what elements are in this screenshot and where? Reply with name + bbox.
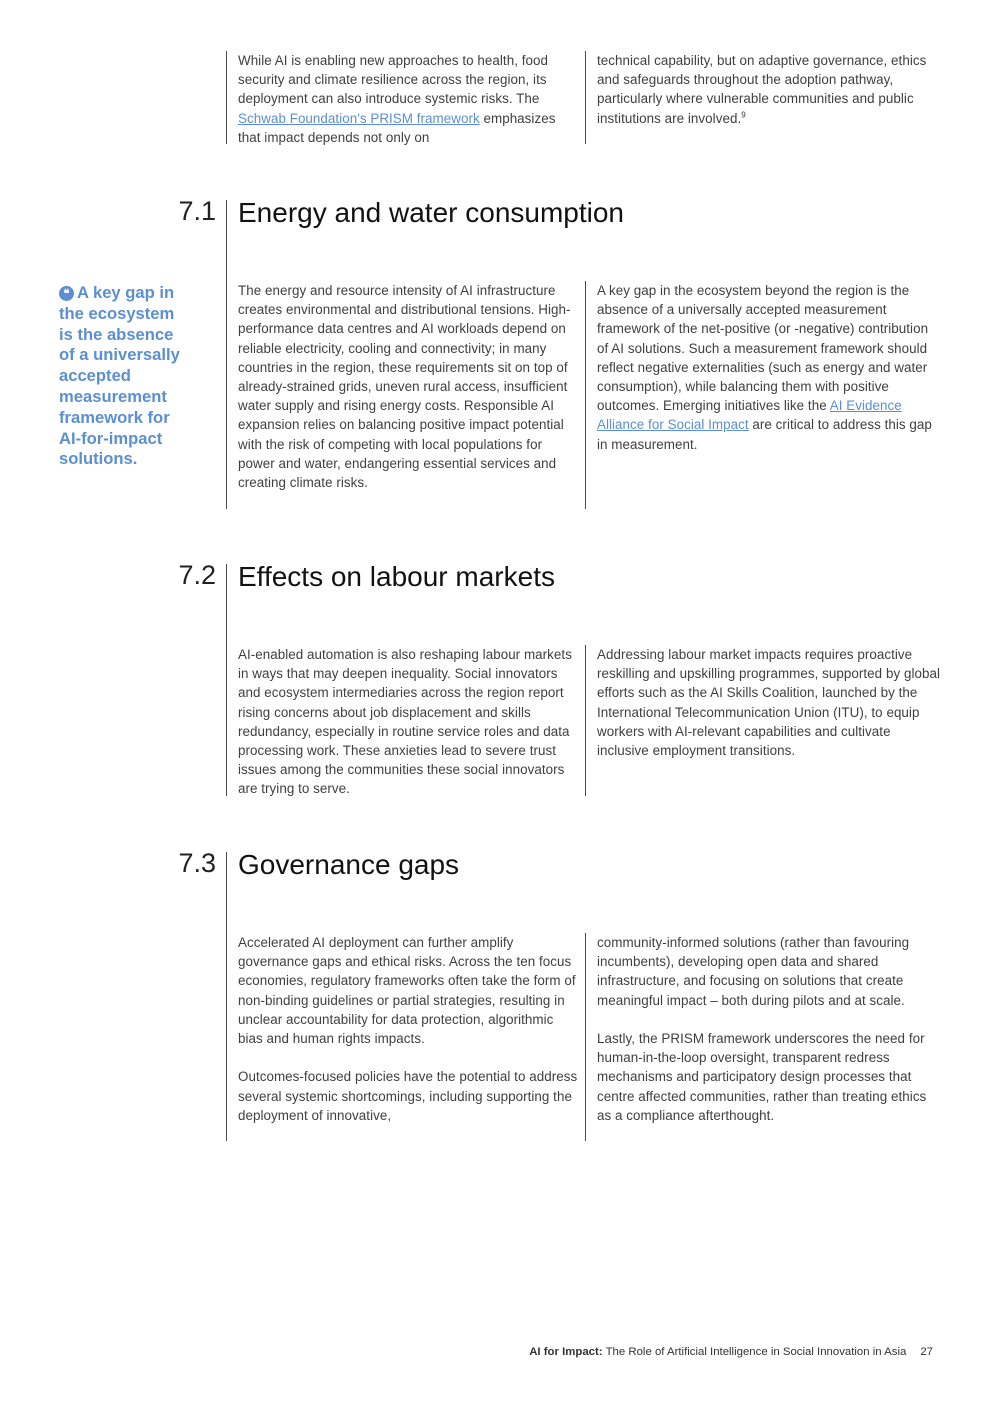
section-73-right-paragraph-2: Lastly, the PRISM framework underscores the need for human-in-the-loop oversight, transparent redress mechanisms and participatory design processes that centre affected communities, rather than treating ethics as a compliance afterthought. bbox=[597, 1031, 927, 1123]
page-footer bbox=[529, 1346, 933, 1358]
section-71-left-paragraph: The energy and resource intensity of AI infrastructure creates environmental and distributional tensions. High-performance data centres and AI workloads depend on reliable electricity, cooling and connectivity; in many countries in the region, these requirements sit on top of already-strained grids, uneven rural access, insufficient water supply and rising energy costs. Responsible AI expansion relies on balancing positive impact potential with the risk of competing with local populations for power and water, endangering essential services and creating climate risks. bbox=[238, 283, 571, 491]
section-title: Effects on labour markets bbox=[226, 564, 555, 663]
intro-left-text: While AI is enabling new approaches to health, food security and climate resilience across the region, its deployment can also introduce systemic risks. The bbox=[238, 53, 548, 107]
section-71-right-paragraph bbox=[597, 281, 940, 454]
footnote-ref[interactable]: 9 bbox=[741, 110, 746, 120]
section-71-right-text-end: are critical to address this gap in measurement. bbox=[597, 417, 932, 452]
section-72-left-paragraph: AI-enabled automation is also reshaping labour markets in ways that may deepen inequality. Social innovators and ecosystem intermediaries across the region report rising concerns about job displacement and skills redundancy, especially in routine service roles and data processing work. These anxieties lead to severe trust issues among the communities these social innovators are trying to serve. bbox=[238, 647, 572, 797]
ai-evidence-alliance-link[interactable]: AI Evidence Alliance for Social Impact bbox=[597, 398, 902, 433]
section-73-right-column bbox=[585, 933, 940, 1141]
section-73-right-paragraph-1: community-informed solutions (rather than favouring incumbents), developing open data and shared infrastructure, and focusing on solutions that create meaningful impact – both during pilots and at scale. bbox=[597, 935, 910, 1008]
intro-left-paragraph bbox=[238, 51, 576, 147]
section-73-left-paragraph-1: Accelerated AI deployment can further amplify governance gaps and ethical risks. Across the ten focus economies, regulatory frameworks often take the form of non-binding guidelines or partial strategies, resulting in unclear accountability for data protection, algorithmic bias and human rights impacts. bbox=[238, 935, 576, 1047]
section-73-left-paragraph-2: Outcomes-focused policies have the potential to address several systemic shortcomings, including supporting the deployment of innovative, bbox=[238, 1069, 578, 1123]
section-number: 7.2 bbox=[178, 560, 216, 590]
section-title: Governance gaps bbox=[226, 852, 459, 951]
section-72-right-paragraph: Addressing labour market impacts requires proactive reskilling and upskilling programmes, supported by global efforts such as the AI Skills Coalition, launched by the International Telecommunication Union (ITU), to equip workers with AI-relevant capabilities and cultivate inclusive employment transitions. bbox=[597, 647, 941, 759]
section-73-left-column bbox=[226, 933, 578, 1141]
section-72-left-column bbox=[226, 645, 578, 796]
intro-right-column bbox=[585, 51, 940, 144]
section-number: 7.1 bbox=[178, 196, 216, 226]
section-71-left-column bbox=[226, 281, 578, 509]
section-71-right-column bbox=[585, 281, 940, 509]
prism-framework-link[interactable]: Schwab Foundation's PRISM framework bbox=[238, 110, 480, 126]
footer-report-title: The Role of Artificial Intelligence in Social Innovation in Asia bbox=[602, 1346, 907, 1358]
quote-icon: ❝ bbox=[59, 286, 74, 301]
intro-left-text-end: emphasizes that impact depends not only on bbox=[238, 110, 556, 145]
page-number: 27 bbox=[920, 1346, 933, 1358]
footer-report-title-bold: AI for Impact: bbox=[529, 1346, 603, 1358]
section-71-right-text: A key gap in the ecosystem beyond the region is the absence of a universally accepted measurement framework of the net-positive (or -negative) contribution of AI solutions. Such a measurement framework should reflect negative externalities (such as energy and water consumption), while balancing them with positive outcomes. Emerging initiatives like the bbox=[597, 283, 929, 414]
section-72-right-column bbox=[585, 645, 940, 796]
section-title: Energy and water consumption bbox=[226, 200, 624, 299]
intro-right-paragraph bbox=[597, 51, 940, 128]
intro-left-column bbox=[226, 51, 576, 144]
pull-quote-text: A key gap in the ecosystem is the absence of a universally accepted measurement framework for AI-for-impact solutions. bbox=[59, 283, 180, 469]
section-number: 7.3 bbox=[178, 848, 216, 878]
intro-right-text: technical capability, but on adaptive governance, ethics and safeguards throughout the adoption pathway, particularly where vulnerable communities and public institutions are involved. bbox=[597, 53, 927, 126]
pull-quote bbox=[59, 283, 189, 470]
